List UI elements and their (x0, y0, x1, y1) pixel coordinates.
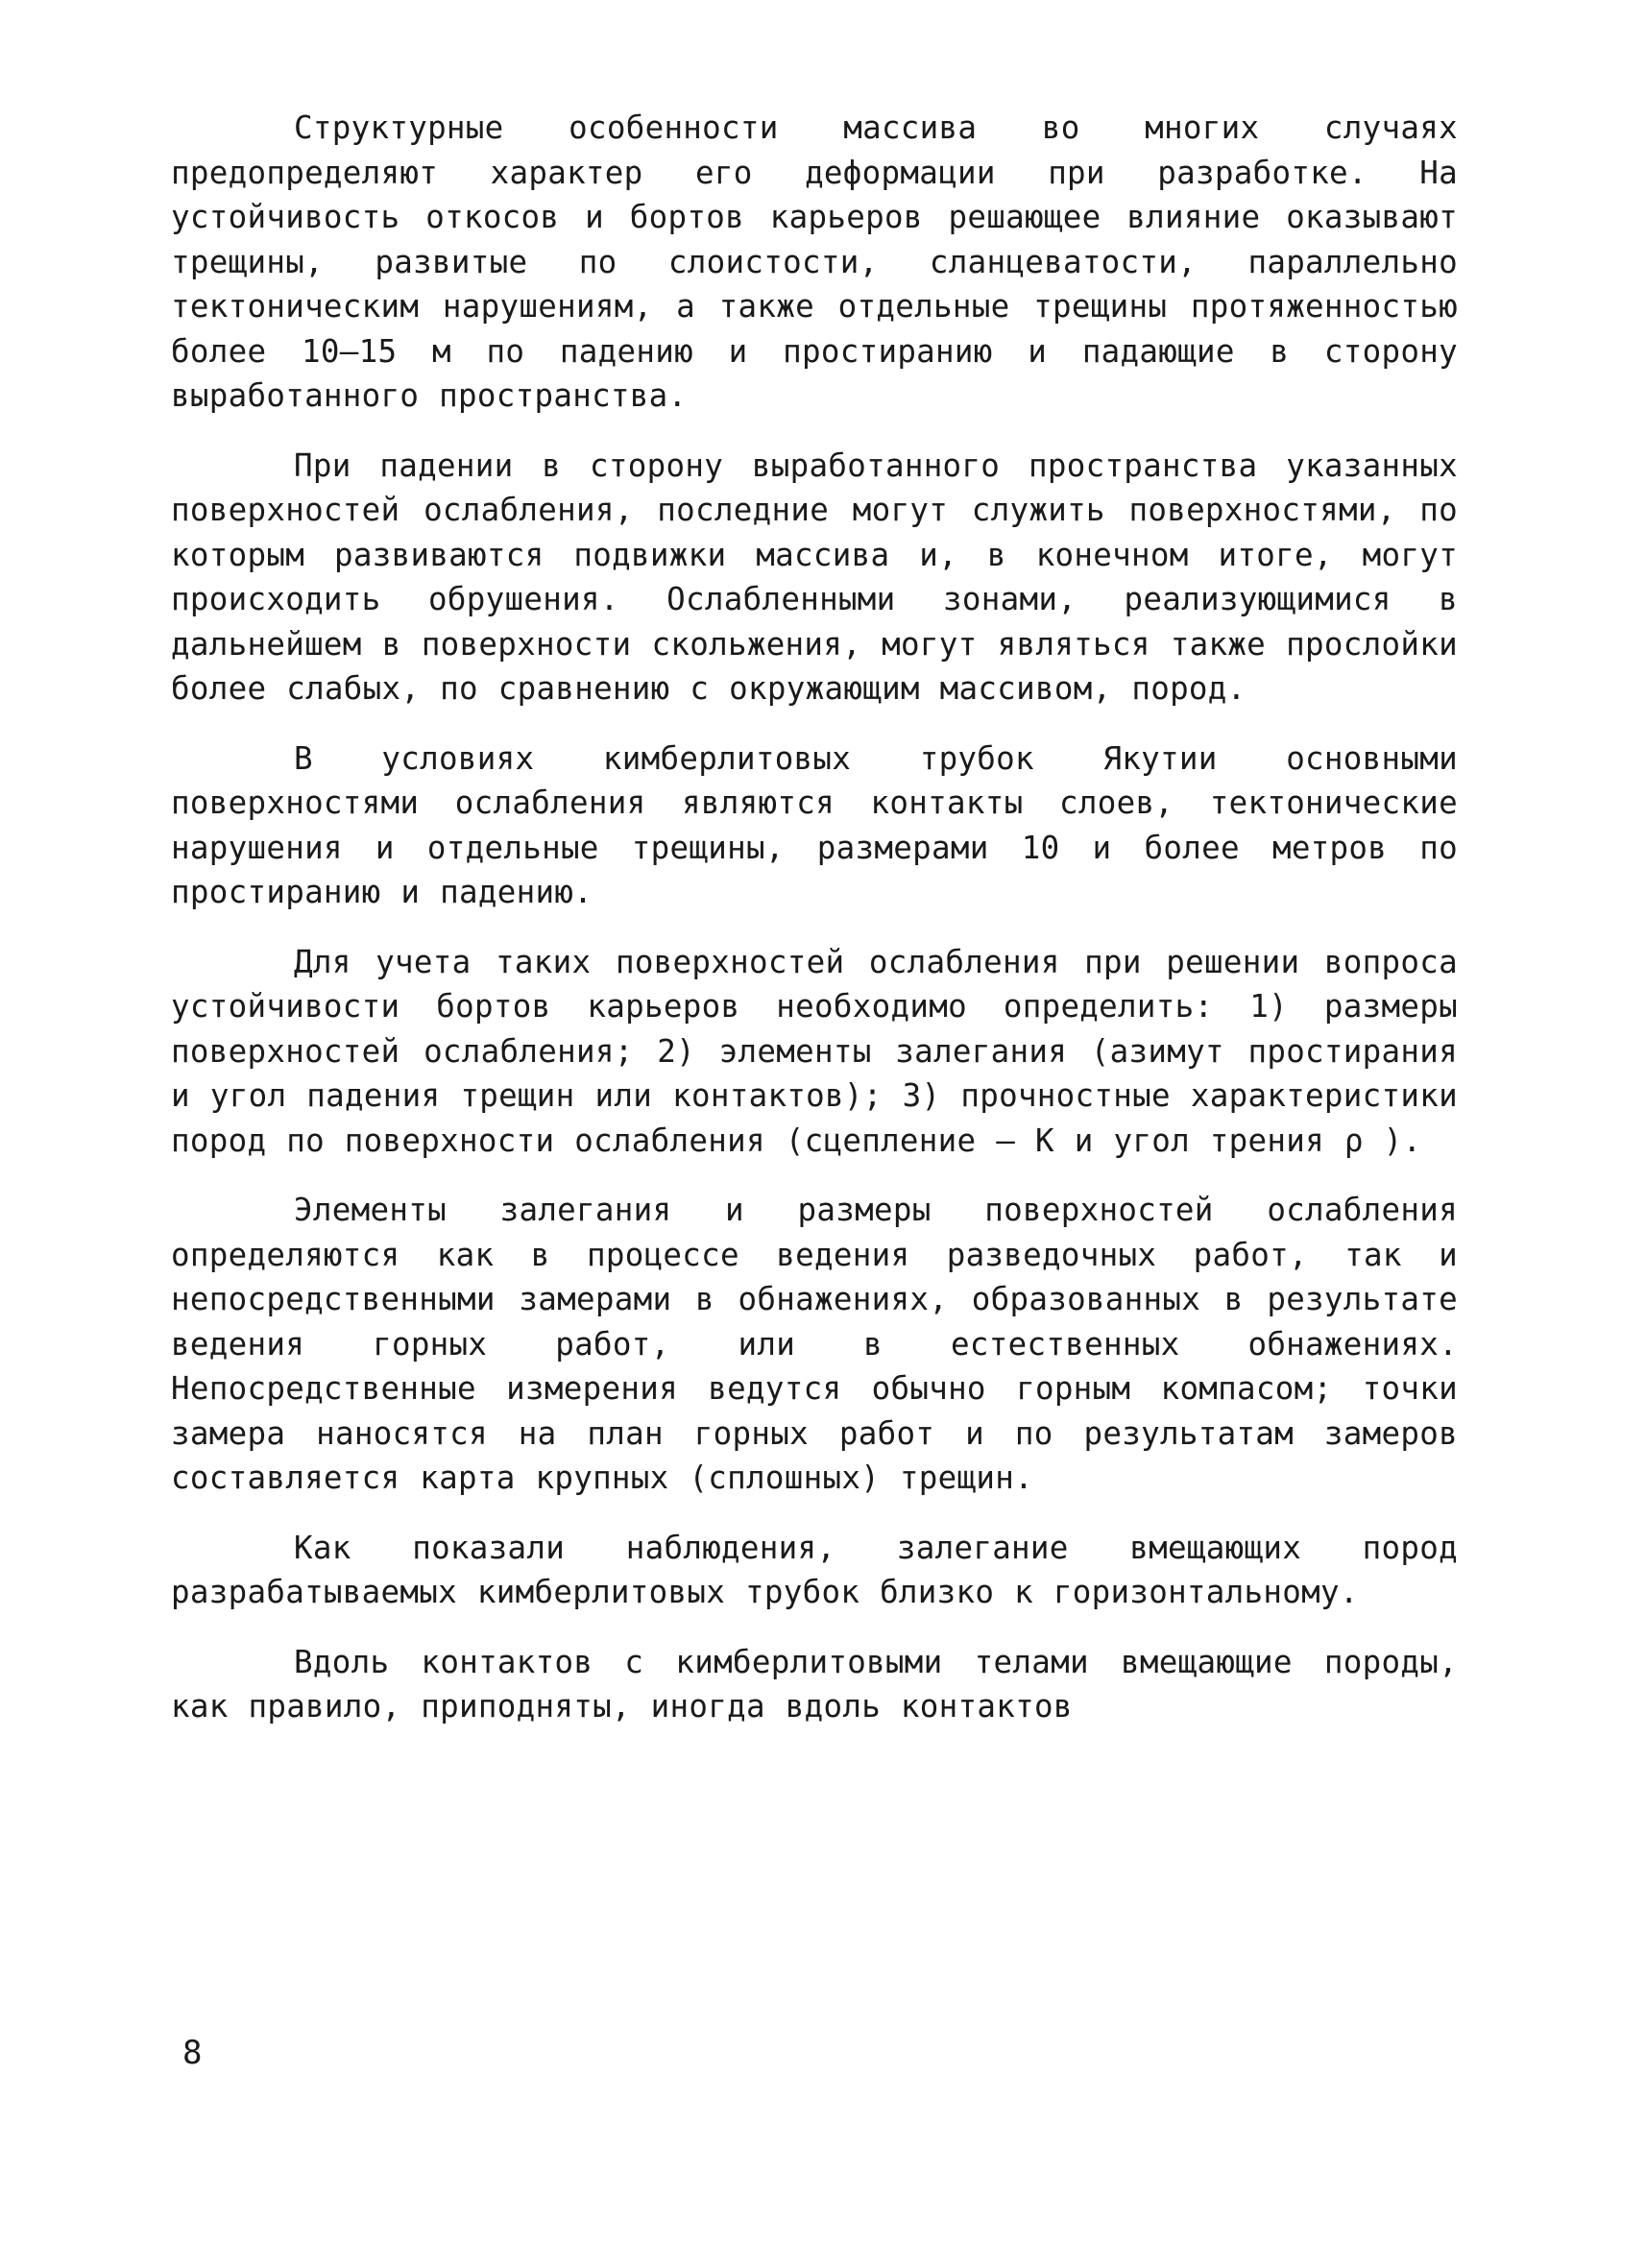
paragraph-weakness-surfaces: При падении в сторону выработанного пространства указанных поверхностей ослабления, последние могут служить поверхностями, по которым развиваются подвижки массива и, в конечном итоге, могут происходить обрушения. Ослабленными зонами, реализующимися в дальнейшем в поверхности скольжения, могут являться также прослойки более слабых, по сравнению с окружающим массивом, пород. (171, 446, 1458, 707)
page-number: 8 (182, 2034, 203, 2072)
paragraph-contacts: Вдоль контактов с кимберлитовыми телами вмещающие породы, как правило, приподняты, иногда вдоль контактов (171, 1643, 1458, 1725)
page-body (171, 106, 1458, 1754)
paragraph-stability-parameters: Для учета таких поверхностей ослабления при решении вопроса устойчивости бортов карьеров необходимо определить: 1) размеры поверхностей ослабления; 2) элементы залегания (азимут простирания и угол падения трещин или контактов); 3) прочностные характеристики пород по поверхности ослабления (сцепление – К и угол трения ρ ). (171, 943, 1458, 1159)
paragraph-yakutia-conditions: В условиях кимберлитовых трубок Якутии основными поверхностями ослабления являются контакты слоев, тектонические нарушения и отдельные трещины, размерами 10 и более метров по простиранию и падению. (171, 739, 1458, 910)
paragraph-observations: Как показали наблюдения, залегание вмещающих пород разрабатываемых кимберлитовых трубок близко к горизонтальному. (171, 1529, 1458, 1610)
paragraph-bedding-elements: Элементы залегания и размеры поверхностей ослабления определяются как в процессе ведения разведочных работ, так и непосредственными замерами в обнажениях, образованных в результате ведения горных работ, или в естественных обнажениях. Непосредственные измерения ведутся обычно горным компасом; точки замера наносятся на план горных работ и по результатам замеров составляется карта крупных (сплошных) трещин. (171, 1192, 1458, 1496)
paragraph-structural-features: Структурные особенности массива во многих случаях предопределяют характер его деформации при разработке. На устойчивость откосов и бортов карьеров решающее влияние оказывают трещины, развитые по слоистости, сланцеватости, параллельно тектоническим нарушениям, а также отдельные трещины протяженностью более 10–15 м по падению и простиранию и падающие в сторону выработанного пространства. (171, 109, 1458, 414)
